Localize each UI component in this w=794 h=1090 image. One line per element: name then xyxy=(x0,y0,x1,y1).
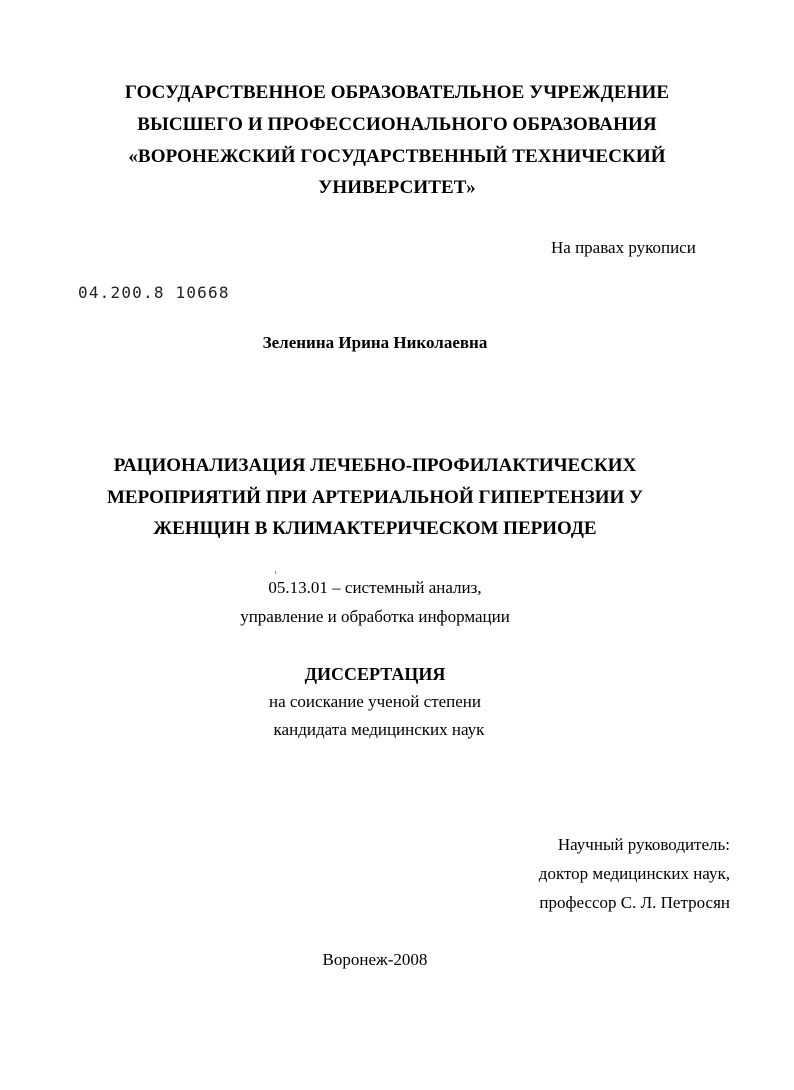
city-year: Воронеж-2008 xyxy=(322,950,428,969)
title-line-2: МЕРОПРИЯТИЙ ПРИ АРТЕРИАЛЬНОЙ ГИПЕРТЕНЗИИ У xyxy=(106,487,644,508)
institution-line-1: ГОСУДАРСТВЕННОЕ ОБРАЗОВАТЕЛЬНОЕ УЧРЕЖДЕНИЕ xyxy=(124,82,670,103)
specialty-line-2: управление и обработка информации xyxy=(240,607,510,626)
dissertation-label: ДИССЕРТАЦИЯ xyxy=(304,664,446,684)
title-line-3: ЖЕНЩИН В КЛИМАКТЕРИЧЕСКОМ ПЕРИОДЕ xyxy=(153,518,597,539)
registration-stamp: 04.200.8 10668 xyxy=(78,283,230,302)
advisor-heading: Научный руководитель: xyxy=(557,835,730,854)
advisor-name: профессор С. Л. Петросян xyxy=(539,893,730,912)
author-name: Зеленина Ирина Николаевна xyxy=(262,333,488,352)
specialty-line-1: 05.13.01 – системный анализ, xyxy=(268,578,482,597)
title-line-1: РАЦИОНАЛИЗАЦИЯ ЛЕЧЕБНО-ПРОФИЛАКТИЧЕСКИХ xyxy=(113,455,637,476)
degree-line-1: на соискание ученой степени xyxy=(268,692,482,711)
institution-line-4: УНИВЕРСИТЕТ» xyxy=(318,177,476,198)
degree-line-2: кандидата медицинских наук xyxy=(273,720,485,739)
advisor-degree: доктор медицинских наук, xyxy=(538,864,730,883)
institution-line-3: «ВОРОНЕЖСКИЙ ГОСУДАРСТВЕННЫЙ ТЕХНИЧЕСКИЙ xyxy=(128,146,666,167)
institution-line-2: ВЫСШЕГО И ПРОФЕССИОНАЛЬНОГО ОБРАЗОВАНИЯ xyxy=(137,114,657,135)
manuscript-rights-note: На правах рукописи xyxy=(551,238,696,257)
scan-speck xyxy=(275,571,276,574)
